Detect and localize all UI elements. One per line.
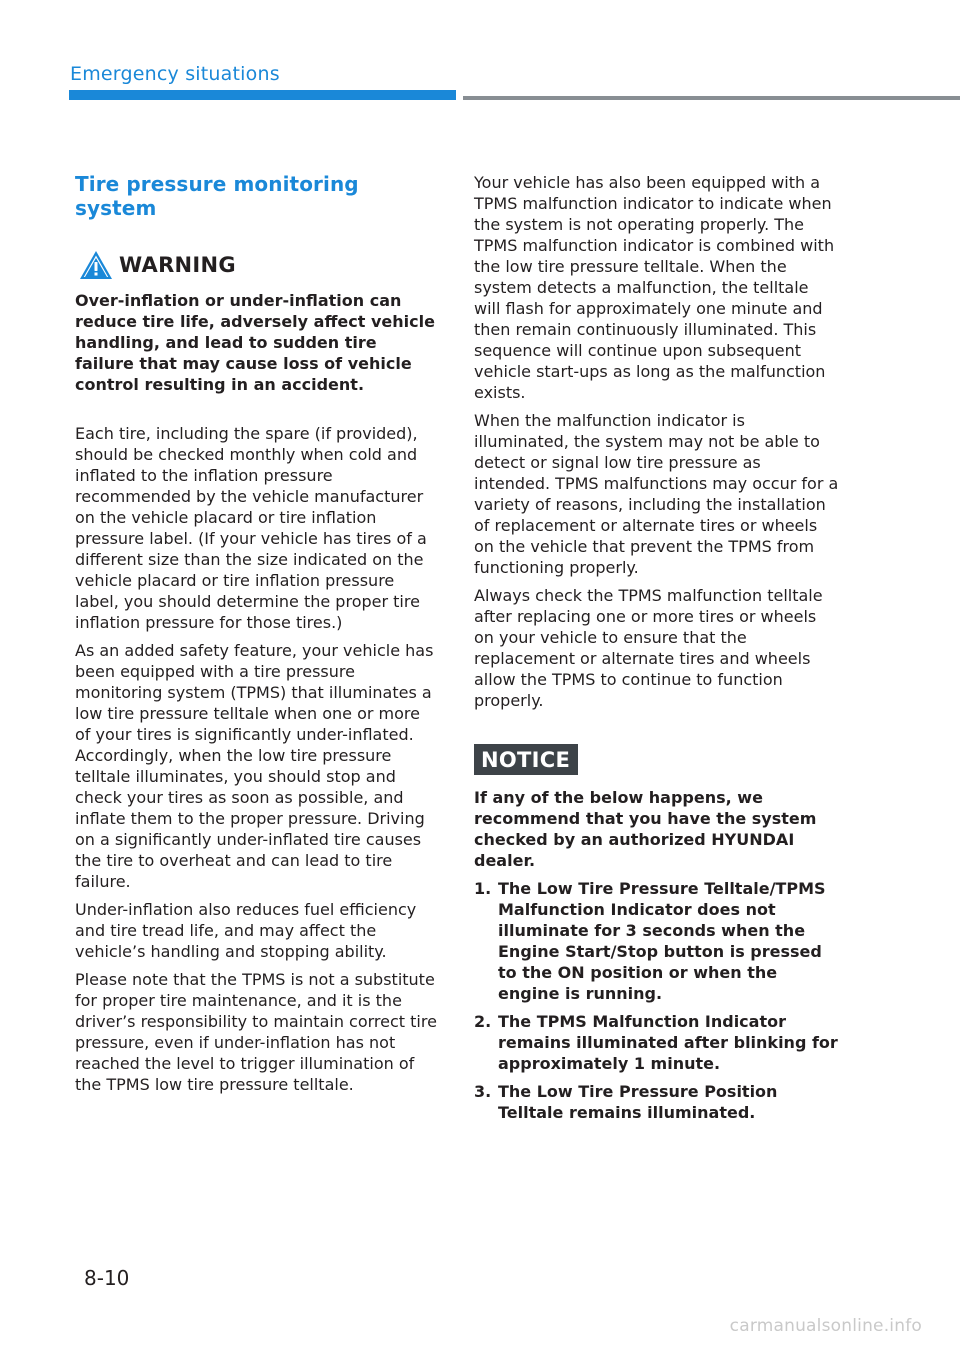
- notice-badge: NOTICE: [474, 744, 578, 775]
- body-paragraph: When the malfunction indicator is illuminated, the system may not be able to detect or signal low tire pressure as intended. TPMS malfunctions may occur for a variety of reasons, including the installation of replacement or alternate tires or wheels on the vehicle that prevent the TPMS from functioning properly.: [474, 411, 839, 577]
- notice-list-item: [474, 1011, 840, 1074]
- list-item-number: 1.: [474, 879, 492, 898]
- notice-list-item: [474, 1081, 840, 1123]
- list-item-text: The Low Tire Pressure Telltale/TPMS Malfunction Indicator does not illuminate for 3 seconds when the Engine Start/Stop button is pressed to the ON position or when the engine is running.: [498, 879, 826, 1003]
- notice-intro: If any of the below happens, we recommend that you have the system checked by an authorized HYUNDAI dealer.: [474, 788, 817, 870]
- list-item-number: 2.: [474, 1012, 492, 1031]
- section-heading: Tire pressure monitoring system: [75, 172, 359, 220]
- notice-list-item: [474, 878, 840, 1004]
- warning-triangle-icon: [79, 250, 113, 280]
- right-column: [474, 172, 840, 1130]
- warning-text: Over-inflation or under-inflation can reduce tire life, adversely affect vehicle handling, and lead to sudden tire failure that may cause loss of vehicle control resulting in an accident.: [75, 291, 435, 394]
- list-item-number: 3.: [474, 1082, 492, 1101]
- list-item-text: The Low Tire Pressure Position Telltale remains illuminated.: [498, 1082, 778, 1122]
- page-number: 8-10: [84, 1266, 130, 1290]
- list-item-text: The TPMS Malfunction Indicator remains illuminated after blinking for approximately 1 minute.: [498, 1012, 838, 1073]
- warning-heading: [79, 250, 439, 280]
- body-paragraph: Please note that the TPMS is not a substitute for proper tire maintenance, and it is the driver’s responsibility to maintain correct tire pressure, even if under-inflation has not reached the level to trigger illumination of the TPMS low tire pressure telltale.: [75, 970, 437, 1094]
- header-accent-rule: [69, 90, 456, 100]
- warning-label: WARNING: [119, 253, 236, 277]
- header-divider-rule: [463, 96, 960, 100]
- body-paragraph: Under-inflation also reduces fuel efficiency and tire tread life, and may affect the vehicle’s handling and stopping ability.: [75, 900, 417, 961]
- header-section-title: Emergency situations: [70, 63, 280, 85]
- body-paragraph: Your vehicle has also been equipped with a TPMS malfunction indicator to indicate when the system is not operating properly. The TPMS malfunction indicator is combined with the low tire pressure telltale. When the system detects a malfunction, the telltale will flash for approximately one minute and then remain continuously illuminated. This sequence will continue upon subsequent vehicle start-ups as long as the malfunction exists.: [474, 173, 835, 402]
- notice-list: [474, 878, 840, 1123]
- watermark: carmanualsonline.info: [729, 1316, 922, 1336]
- body-paragraph: Each tire, including the spare (if provided), should be checked monthly when cold and inflated to the inflation pressure recommended by the vehicle manufacturer on the vehicle placard or tire inflation pressure label. (If your vehicle has tires of a different size than the size indicated on the vehicle placard or tire inflation pressure label, you should determine the proper tire inflation pressure for those tires.): [75, 424, 427, 632]
- body-paragraph: As an added safety feature, your vehicle has been equipped with a tire pressure monitoring system (TPMS) that illuminates a low tire pressure telltale when one or more of your tires is significantly under-inflated. Accordingly, when the low tire pressure telltale illuminates, you should stop and check your tires as soon as possible, and inflate them to the proper pressure. Driving on a significantly under-inflated tire causes the tire to overheat and can lead to tire failure.: [75, 641, 434, 891]
- body-paragraph: Always check the TPMS malfunction telltale after replacing one or more tires or wheels on your vehicle to ensure that the replacement or alternate tires and wheels allow the TPMS to continue to function properly.: [474, 586, 823, 710]
- left-column: [75, 172, 439, 1102]
